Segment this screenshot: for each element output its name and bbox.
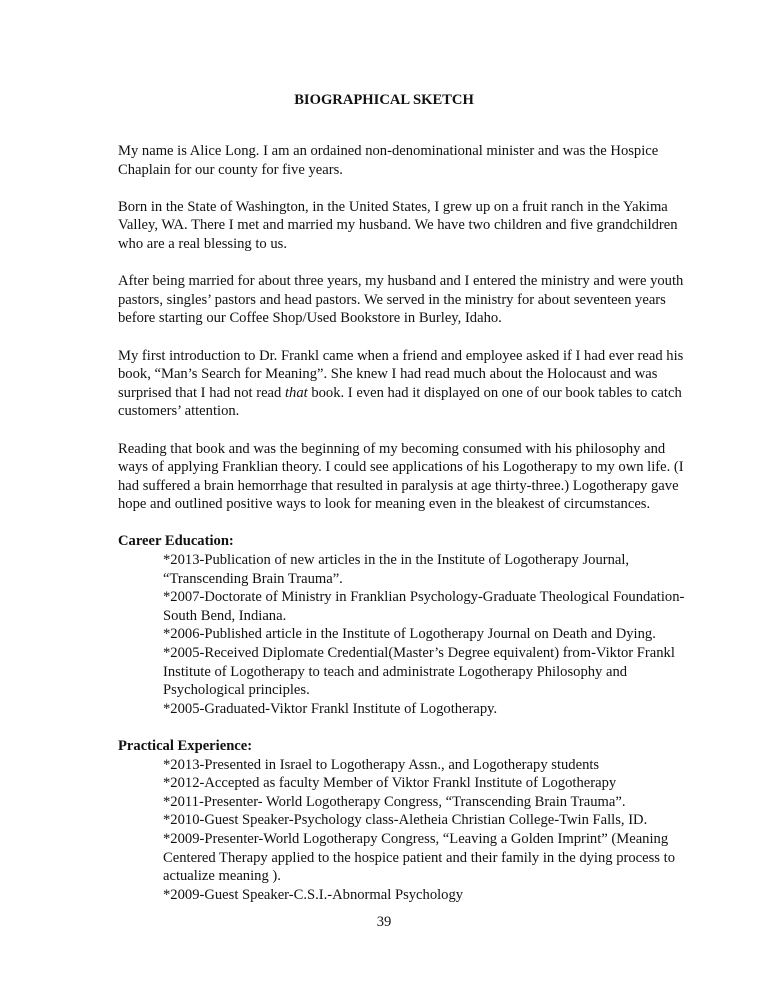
- list-item: *2007-Doctorate of Ministry in Franklian Psychology-Graduate Theological Foundation-South Bend, Indiana.: [163, 589, 685, 624]
- paragraph-intro: My name is Alice Long. I am an ordained non-denominational minister and was the Hospice Chaplain for our county for five years.: [118, 143, 659, 178]
- career-education-heading: Career Education:: [118, 533, 234, 550]
- list-item: *2006-Published article in the Institute of Logotherapy Journal on Death and Dying.: [163, 626, 656, 643]
- document-body: [118, 142, 698, 923]
- page-number: 39: [376, 914, 392, 930]
- list-item: *2010-Guest Speaker-Psychology class-Aletheia Christian College-Twin Falls, ID.: [163, 812, 648, 829]
- paragraph-frankl-text-b: book. I even had it displayed on one of our book tables to catch customers’ attention.: [118, 384, 682, 420]
- list-item: *2011-Presenter- World Logotherapy Congress, “Transcending Brain Trauma”.: [163, 793, 626, 810]
- practical-experience-heading: Practical Experience:: [118, 738, 253, 754]
- career-education-list: [118, 551, 698, 718]
- practical-experience-list: [118, 756, 698, 905]
- list-item: *2012-Accepted as faculty Member of Viktor Frankl Institute of Logotherapy: [163, 775, 617, 792]
- paragraph-background: Born in the State of Washington, in the United States, I grew up on a fruit ranch in the Yakima Valley, WA. There I met and married my husband. We have two children and five grandchildren who are a real blessing to us.: [118, 198, 678, 252]
- paragraph-frankl-emphasis: that: [284, 384, 308, 401]
- list-item: *2009-Presenter-World Logotherapy Congress, “Leaving a Golden Imprint” (Meaning Centered Therapy applied to the hospice patient and their family in the dying process to actualize meaning ).: [163, 830, 675, 885]
- list-item: *2013-Publication of new articles in the in the Institute of Logotherapy Journal, “Transcending Brain Trauma”.: [163, 552, 630, 587]
- paragraph-frankl-introduction: [118, 347, 698, 421]
- paragraph-logotherapy: Reading that book and was the beginning of my becoming consumed with his philosophy and ways of applying Franklian theory. I could see applications of his Logotherapy to my own life. (I had suffered a brain hemorrhage that resulted in paralysis at age thirty-three.) Logotherapy gave hope and outlined positive ways to look for meaning even in the bleakest of circumstances.: [118, 440, 684, 513]
- list-item: *2005-Graduated-Viktor Frankl Institute of Logotherapy.: [163, 700, 498, 717]
- list-item: *2013-Presented in Israel to Logotherapy Assn., and Logotherapy students: [163, 756, 600, 773]
- list-item: *2005-Received Diplomate Credential(Master’s Degree equivalent) from-Viktor Frankl Institute of Logotherapy to teach and administrate Logotherapy Philosophy and Psychological principles.: [163, 645, 675, 699]
- paragraph-frankl-text-a: My first introduction to Dr. Frankl came when a friend and employee asked if I had ever read his book, “Man’s Search for Meaning”. She knew I had read much about the Holocaust and was surprised that I had not read: [118, 347, 684, 401]
- page-title: BIOGRAPHICAL SKETCH: [294, 92, 474, 108]
- list-item: *2009-Guest Speaker-C.S.I.-Abnormal Psychology: [163, 886, 464, 903]
- paragraph-ministry: After being married for about three years, my husband and I entered the ministry and were youth pastors, singles’ pastors and head pastors. We served in the ministry for about seventeen years before starting our Coffee Shop/Used Bookstore in Burley, Idaho.: [118, 273, 684, 327]
